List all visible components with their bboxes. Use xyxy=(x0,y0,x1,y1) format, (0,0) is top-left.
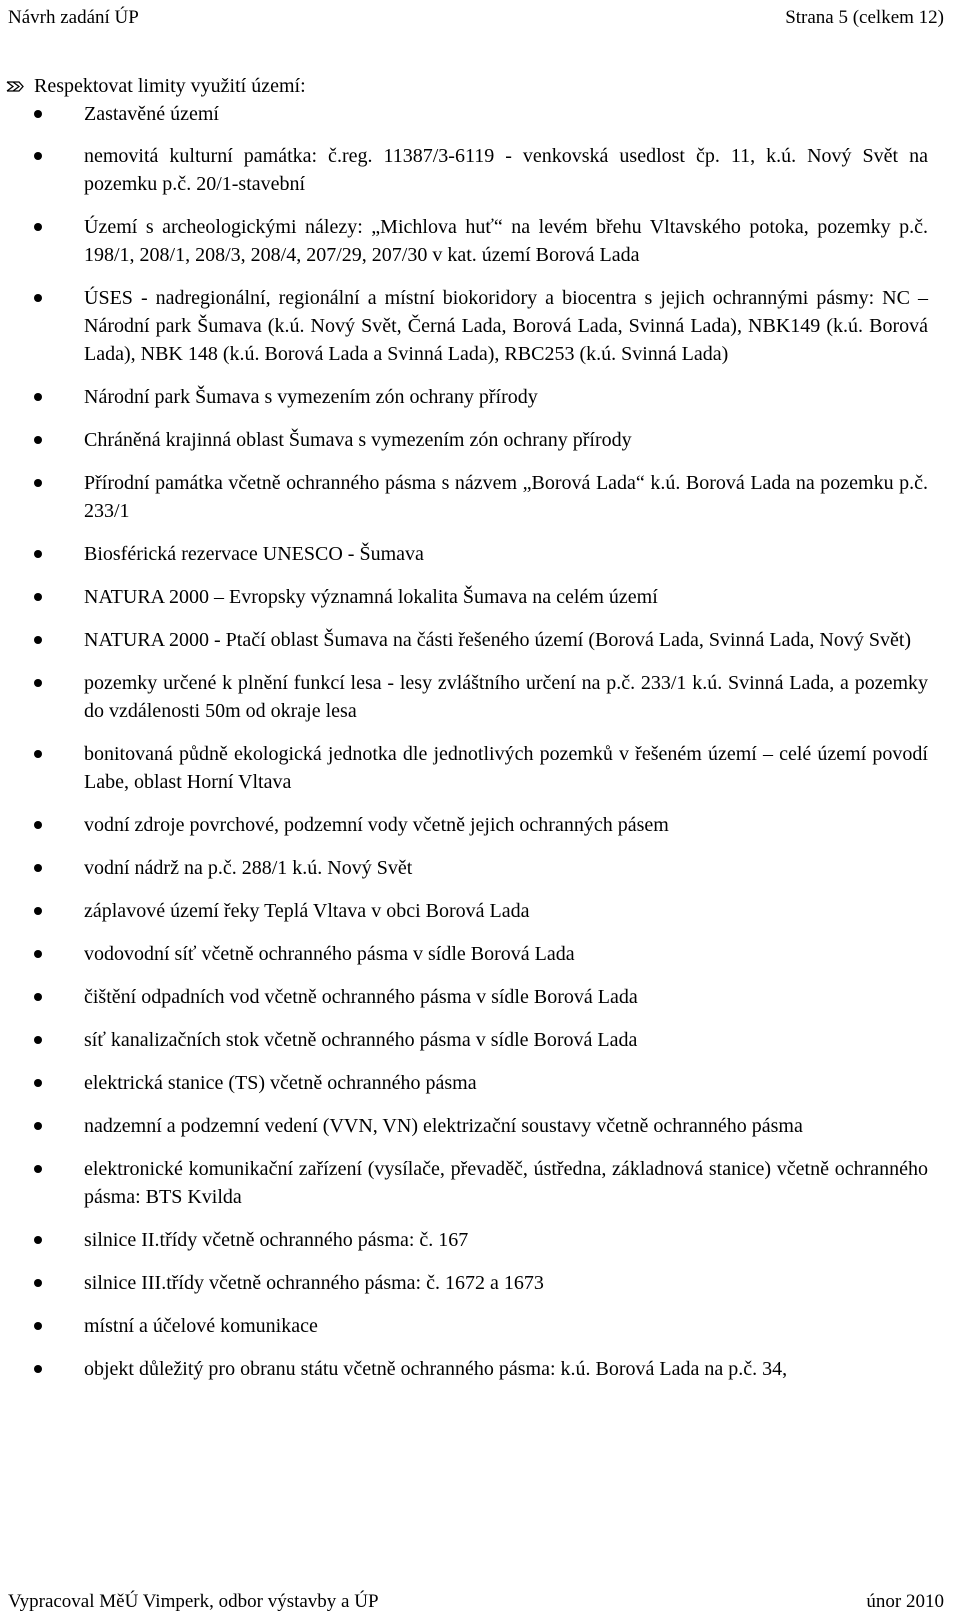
bullet-icon xyxy=(34,223,42,231)
list-item xyxy=(0,383,960,411)
list-item-text: síť kanalizačních stok včetně ochranného pásma v sídle Borová Lada xyxy=(84,1029,638,1051)
bullet-icon xyxy=(34,479,42,487)
list-item xyxy=(0,983,960,1011)
list-item xyxy=(0,740,960,796)
bullet-icon xyxy=(34,1036,42,1044)
list-item xyxy=(0,1355,960,1383)
bullet-icon xyxy=(34,1079,42,1087)
bullet-icon xyxy=(34,993,42,1001)
footer-date: únor 2010 xyxy=(866,1591,944,1612)
list-item-text: čištění odpadních vod včetně ochranného pásma v sídle Borová Lada xyxy=(84,986,638,1008)
list-item xyxy=(0,469,960,525)
list-item xyxy=(0,426,960,454)
list-item-text: ÚSES - nadregionální, regionální a místní biokoridory a biocentra s jejich ochrannými pásmy: NC – Národní park Šumava (k.ú. Nový Svět, Černá Lada, Borová Lada, Svinná Lada), NBK149 (k.ú. Borová Lada), NBK 148 (k.ú. Borová Lada a Svinná Lada), RBC253 (k.ú. Svinná Lada) xyxy=(84,287,928,365)
list-item xyxy=(0,142,960,198)
list-item xyxy=(0,940,960,968)
list-item xyxy=(0,1112,960,1140)
bullet-icon xyxy=(34,294,42,302)
list-item-text: silnice III.třídy včetně ochranného pásma: č. 1672 a 1673 xyxy=(84,1272,544,1294)
list-item-text: vodovodní síť včetně ochranného pásma v sídle Borová Lada xyxy=(84,943,575,965)
list-item xyxy=(0,284,960,368)
bullet-icon xyxy=(34,110,42,118)
bullet-icon xyxy=(34,750,42,758)
arrow-right-icon xyxy=(6,80,24,93)
list-item xyxy=(0,1312,960,1340)
list-item xyxy=(0,1269,960,1297)
header-page-number: Strana 5 (celkem 12) xyxy=(785,7,944,28)
bullet-icon xyxy=(34,393,42,401)
list-item-text: Biosférická rezervace UNESCO - Šumava xyxy=(84,543,424,565)
bullet-icon xyxy=(34,593,42,601)
list-item-text: Území s archeologickými nálezy: „Michlova huť“ na levém břehu Vltavského potoka, pozemky p.č. 198/1, 208/1, 208/3, 208/4, 207/29, 207/30 v kat. území Borová Lada xyxy=(84,216,928,266)
list-item-text: Přírodní památka včetně ochranného pásma s názvem „Borová Lada“ k.ú. Borová Lada na pozemku p.č. 233/1 xyxy=(84,472,928,522)
header-document-title: Návrh zadání ÚP xyxy=(8,7,139,28)
list-item xyxy=(0,213,960,269)
bullet-icon xyxy=(34,152,42,160)
limits-list xyxy=(0,100,960,1398)
list-item-text: pozemky určené k plnění funkcí lesa - lesy zvláštního určení na p.č. 233/1 k.ú. Svinná Lada, a pozemky do vzdálenosti 50m od okraje lesa xyxy=(84,672,928,722)
bullet-icon xyxy=(34,1365,42,1373)
bullet-icon xyxy=(34,679,42,687)
bullet-icon xyxy=(34,1236,42,1244)
list-item xyxy=(0,626,960,654)
list-item-text: elektronické komunikační zařízení (vysílače, převaděč, ústředna, základnová stanice) včetně ochranného pásma: BTS Kvilda xyxy=(84,1158,928,1208)
bullet-icon xyxy=(34,1122,42,1130)
list-item xyxy=(0,100,960,128)
list-item-text: záplavové území řeky Teplá Vltava v obci Borová Lada xyxy=(84,900,530,922)
list-item xyxy=(0,897,960,925)
list-item-text: Zastavěné území xyxy=(84,103,219,125)
bullet-icon xyxy=(34,636,42,644)
bullet-icon xyxy=(34,436,42,444)
list-item-text: nadzemní a podzemní vedení (VVN, VN) elektrizační soustavy včetně ochranného pásma xyxy=(84,1115,803,1137)
bullet-icon xyxy=(34,550,42,558)
list-item xyxy=(0,1026,960,1054)
list-item xyxy=(0,1155,960,1211)
section-title: Respektovat limity využití území: xyxy=(34,75,306,97)
bullet-icon xyxy=(34,1279,42,1287)
list-item-text: objekt důležitý pro obranu státu včetně ochranného pásma: k.ú. Borová Lada na p.č. 34, xyxy=(84,1358,788,1380)
bullet-icon xyxy=(34,1322,42,1330)
list-item-text: Národní park Šumava s vymezením zón ochrany přírody xyxy=(84,386,538,408)
list-item xyxy=(0,540,960,568)
list-item xyxy=(0,1226,960,1254)
bullet-icon xyxy=(34,1165,42,1173)
bullet-icon xyxy=(34,821,42,829)
list-item-text: NATURA 2000 - Ptačí oblast Šumava na části řešeného území (Borová Lada, Svinná Lada, Nový Svět) xyxy=(84,629,912,651)
list-item-text: vodní zdroje povrchové, podzemní vody včetně jejich ochranných pásem xyxy=(84,814,669,836)
list-item xyxy=(0,583,960,611)
list-item-text: bonitovaná půdně ekologická jednotka dle jednotlivých pozemků v řešeném území – celé území povodí Labe, oblast Horní Vltava xyxy=(84,743,928,793)
list-item-text: vodní nádrž na p.č. 288/1 k.ú. Nový Svět xyxy=(84,857,413,879)
list-item-text: elektrická stanice (TS) včetně ochranného pásma xyxy=(84,1072,477,1094)
bullet-icon xyxy=(34,950,42,958)
list-item-text: Chráněná krajinná oblast Šumava s vymezením zón ochrany přírody xyxy=(84,429,632,451)
list-item xyxy=(0,1069,960,1097)
list-item xyxy=(0,669,960,725)
list-item-text: nemovitá kulturní památka: č.reg. 11387/3-6119 - venkovská usedlost čp. 11, k.ú. Nový Svět na pozemku p.č. 20/1-stavební xyxy=(84,145,928,195)
list-item xyxy=(0,854,960,882)
list-item xyxy=(0,811,960,839)
footer-author: Vypracoval MěÚ Vimperk, odbor výstavby a ÚP xyxy=(8,1591,379,1612)
list-item-text: místní a účelové komunikace xyxy=(84,1315,318,1337)
bullet-icon xyxy=(34,864,42,872)
list-item-text: silnice II.třídy včetně ochranného pásma: č. 167 xyxy=(84,1229,469,1251)
bullet-icon xyxy=(34,907,42,915)
list-item-text: NATURA 2000 – Evropsky významná lokalita Šumava na celém území xyxy=(84,586,658,608)
